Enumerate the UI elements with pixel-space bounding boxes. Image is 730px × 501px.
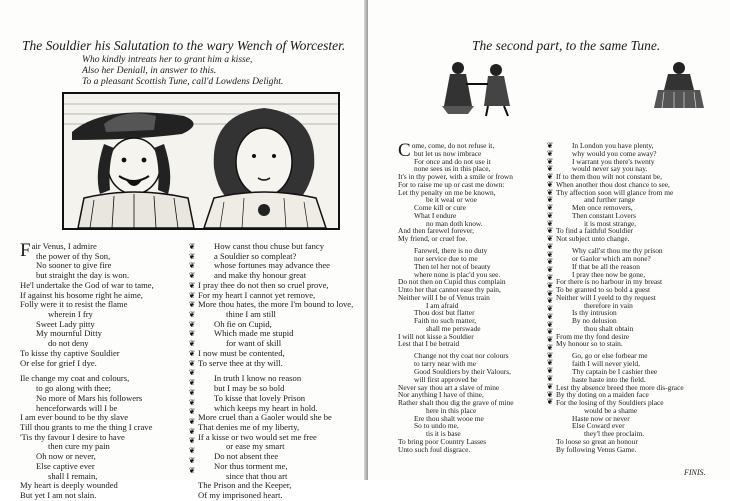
verse-line: Sweet Lady pitty bbox=[36, 318, 95, 329]
verse-line: will first approved be bbox=[414, 374, 478, 384]
verse-line: More cruel than a Gaoler would she be bbox=[198, 412, 332, 423]
verse-line: to tarry near with me bbox=[414, 359, 476, 369]
verse-line: Till thou grants to me the thing I crave bbox=[20, 421, 153, 432]
verse-line: shall I remain, bbox=[48, 470, 98, 481]
dropcap-letter: C bbox=[398, 140, 411, 161]
woodcut-souldier-and-lady bbox=[62, 92, 340, 230]
verse-line: whose fortunes may advance thee bbox=[214, 260, 330, 271]
subtitle-line-1: Who kindly intreats her to grant him a kisse, bbox=[82, 54, 253, 65]
verse-line: Farewel, there is no duty bbox=[414, 246, 488, 256]
verse-line: why would you come away? bbox=[572, 148, 657, 158]
verse-line: The Prison and the Keeper, bbox=[198, 480, 292, 491]
verse-line: tis it is base bbox=[426, 429, 461, 439]
verse-line: For to raise me up or cast me down: bbox=[398, 179, 505, 189]
verse-line: haste haste into the field. bbox=[572, 374, 646, 384]
verse-line: air Venus, I admire bbox=[31, 241, 97, 251]
verse-line: Ile change my coat and colours, bbox=[20, 373, 130, 384]
right-column-2 bbox=[556, 142, 684, 453]
verse-line: How canst thou chuse but fancy bbox=[214, 241, 325, 251]
subtitle-line-3: To a pleasant Scottish Tune, call'd Lowdens Delight. bbox=[82, 76, 284, 87]
verse-line: Nor thus torment me, bbox=[214, 460, 288, 471]
verse-line: What I endure bbox=[414, 210, 457, 220]
verse-line: For my heart I cannot yet remove, bbox=[198, 289, 316, 300]
verse-line: Do not absent thee bbox=[214, 451, 279, 462]
verse-line: the power of thy Son, bbox=[36, 250, 111, 261]
verse-line: Of my imprisoned heart. bbox=[198, 489, 283, 500]
verse-line: be it weal or woe bbox=[426, 195, 477, 205]
finis-mark: FINIS. bbox=[684, 468, 706, 478]
verse-line: Then tel her not of beauty bbox=[414, 261, 491, 271]
verse-line: Come kill or cure bbox=[414, 203, 466, 213]
verse-line: Neither will I yeeld to thy request bbox=[556, 292, 656, 302]
verse-line: here in this place bbox=[426, 405, 477, 415]
subtitle-line-2: Also her Deniall, in answer to this. bbox=[82, 65, 217, 76]
verse-line: but let us now imbrace bbox=[414, 148, 482, 158]
verse-line: Why call'st thou me thy prison bbox=[572, 246, 663, 256]
verse-line: Thy affection soon will glance from me bbox=[556, 187, 674, 197]
verse-line: would never say you nay. bbox=[572, 164, 648, 174]
verse-line: Men once removers, bbox=[572, 203, 633, 213]
verse-line: Is thy intrusion bbox=[572, 308, 617, 318]
verse-line: Never say thou art a slave of mine bbox=[398, 382, 500, 392]
verse-line: I will not kisse a Souldier bbox=[398, 331, 474, 341]
verse-line: To bring poor Country Lasses bbox=[398, 436, 487, 446]
verse-line: Thou dost but flatter bbox=[414, 308, 475, 318]
verse-line: I am afraid bbox=[426, 300, 459, 310]
verse-line: Haste now or never bbox=[572, 413, 630, 423]
verse-line: Not subject unto change. bbox=[556, 234, 630, 244]
verse-line: To be granted to so bold a guest bbox=[556, 285, 651, 295]
verse-line: Folly were it to resist the flame bbox=[20, 299, 128, 310]
verse-line: So to undo me, bbox=[414, 421, 459, 431]
verse-line: Else Coward ever bbox=[572, 421, 625, 431]
verse-line: I pray thee now be gone, bbox=[572, 269, 646, 279]
verse-line: Nor anything I have of thine, bbox=[398, 390, 484, 400]
verse-line: Ere thou shalt wooe me bbox=[414, 413, 484, 423]
verse-line: If that be all the reason bbox=[572, 261, 640, 271]
verse-line: a Souldier so compleat? bbox=[214, 250, 297, 261]
verse-line: and further range bbox=[584, 195, 635, 205]
verse-line: Go, go or else forbear me bbox=[572, 351, 648, 361]
verse-line: they'l thee proclaim. bbox=[584, 429, 645, 439]
verse-line: do not deny bbox=[48, 338, 89, 349]
verse-line: Then constant Lovers bbox=[572, 210, 637, 220]
verse-line: no man doth know. bbox=[426, 218, 483, 228]
verse-line: To kisse that lovely Prison bbox=[214, 392, 306, 403]
verse-line: For once and do not use it bbox=[414, 156, 491, 166]
verse-line: since that thou art bbox=[226, 470, 288, 481]
verse-line: faith I will never yield, bbox=[572, 359, 640, 369]
verse-line: Let thy penalty on me be known, bbox=[398, 187, 496, 197]
verse-line: but straight the day is won. bbox=[36, 270, 130, 281]
dropcap-letter: F bbox=[20, 240, 31, 261]
verse-line: Or else for grief I dye. bbox=[20, 357, 97, 368]
verse-line: Which made me stupid bbox=[214, 328, 294, 339]
verse-line: To loose so great an honour bbox=[556, 436, 638, 446]
verse-line: In truth I know no reason bbox=[214, 373, 302, 384]
verse-line: Lest thy absence breed thee more dis-grace bbox=[556, 382, 684, 392]
verse-line: From me thy fond desire bbox=[556, 331, 630, 341]
verse-line: shall me perswade bbox=[426, 323, 481, 333]
verse-line: none sees us in this place, bbox=[414, 164, 491, 174]
verse-line: Oh now or never, bbox=[36, 451, 96, 462]
ballad-title: The Souldier his Salutation to the wary Wench of Worcester. bbox=[22, 38, 346, 53]
verse-line: When another thou dost chance to see, bbox=[556, 179, 670, 189]
verse-line: To kisse thy captive Souldier bbox=[20, 347, 120, 358]
verse-line: But yet I am not slain. bbox=[20, 489, 97, 500]
left-column-1 bbox=[20, 242, 154, 501]
verse-line: I am ever bound to be thy slave bbox=[20, 412, 129, 423]
verse-line: In London you have plenty, bbox=[572, 141, 654, 150]
verse-line: Change not thy coat nor colours bbox=[414, 351, 509, 361]
woodcut-lady-figure bbox=[650, 60, 708, 110]
verse-line: My mournful Ditty bbox=[36, 328, 102, 339]
ornament-divider: ❦ ❦ ❦ ❦ ❦ ❦ ❦ ❦ ❦ ❦ ❦ ❦ ❦ ❦ ❦ ❦ ❦ ❦ ❦ ❦ ❦ ❦ ❦ ❦ bbox=[188, 242, 196, 475]
verse-line: henceforwards will I be bbox=[36, 402, 118, 413]
verse-line: I pray thee do not then so cruel prove, bbox=[198, 279, 329, 290]
verse-line: Faith no such matter, bbox=[414, 316, 477, 326]
verse-line: By thy doting on a maiden face bbox=[556, 390, 649, 400]
verse-line: which keeps my heart in hold. bbox=[214, 402, 318, 413]
right-column-1 bbox=[398, 142, 514, 453]
verse-line: to go along with thee; bbox=[36, 383, 111, 394]
verse-line: If against his bosome right he aime, bbox=[20, 289, 143, 300]
verse-line: but I may be so bold bbox=[214, 383, 285, 394]
verse-line: Thy captain be I cashier thee bbox=[572, 366, 658, 376]
verse-line: Unto such foul disgrace. bbox=[398, 444, 471, 454]
verse-line: If to them thou wilt not constant be, bbox=[556, 172, 662, 182]
verse-line: nor service due to me bbox=[414, 253, 478, 263]
second-part-title: The second part, to the same Tune. bbox=[472, 38, 661, 53]
verse-line: No more of Mars his followers bbox=[36, 392, 143, 403]
verse-line: thou shalt obtain bbox=[584, 323, 634, 333]
verse-line: My honour so to stain. bbox=[556, 339, 623, 349]
verse-line: 'Tis thy favour I desire to have bbox=[20, 431, 125, 442]
verse-line: If a kisse or two would set me free bbox=[198, 431, 317, 442]
verse-line: Good Souldiers by their Valours, bbox=[414, 366, 511, 376]
verse-line: To serve thee at thy will. bbox=[198, 357, 283, 368]
right-page bbox=[368, 0, 730, 480]
verse-line: He'l undertake the God of war to tame, bbox=[20, 279, 154, 290]
verse-line: It's in thy power, with a smile or frown bbox=[398, 172, 513, 182]
verse-line: My friend, or cruel foe. bbox=[398, 234, 468, 244]
verse-line: Else captive ever bbox=[36, 460, 95, 471]
verse-line: Unto her that cannot ease thy pain, bbox=[398, 285, 501, 295]
verse-line: For the losing of thy Souldiers place bbox=[556, 398, 664, 408]
ornament-divider: ❦ ❦ ❦ ❦ ❦ ❦ ❦ ❦ ❦ ❦ ❦ ❦ ❦ ❦ ❦ ❦ ❦ ❦ ❦ ❦ ❦ ❦ ❦ ❦ ❦ ❦ ❦ ❦ ❦ ❦ ❦ ❦ ❦ ❦ bbox=[546, 141, 554, 407]
verse-line: thine I am still bbox=[226, 309, 276, 320]
verse-line: I now must be contented, bbox=[198, 347, 285, 358]
verse-line: and make thy honour great bbox=[214, 270, 307, 281]
verse-line: ome, come, do not refuse it, bbox=[411, 141, 495, 150]
verse-line: it is most strange, bbox=[584, 218, 637, 228]
verse-line: for want of skill bbox=[226, 338, 282, 349]
verse-line: By no delusion bbox=[572, 316, 617, 326]
verse-line: To find a faithful Souldier bbox=[556, 226, 634, 236]
verse-line: Lest that I be betraid bbox=[398, 339, 460, 349]
verse-line: therefore in vain bbox=[584, 300, 633, 310]
verse-line: By following Venus Game. bbox=[556, 444, 637, 454]
verse-line: Oh fie on Cupid, bbox=[214, 318, 272, 329]
verse-line: For there is no harbour in my breast bbox=[556, 277, 663, 287]
verse-line: Rather shalt thou dig the grave of mine bbox=[398, 398, 514, 408]
verse-line: would be a shame bbox=[584, 405, 638, 415]
verse-line: That denies me of my liberty, bbox=[198, 421, 300, 432]
verse-line: My heart is deeply wounded bbox=[20, 480, 118, 491]
verse-line: No sooner to give fire bbox=[36, 260, 112, 271]
woodcut-image bbox=[64, 94, 338, 228]
left-column-2 bbox=[198, 242, 353, 501]
verse-line: Do not then on Cupid thus complain bbox=[398, 277, 506, 287]
verse-line: And then farewel forever, bbox=[398, 226, 475, 236]
verse-line: or ease my smart bbox=[226, 441, 285, 452]
verse-line: More thou hates, the more I'm bound to love, bbox=[198, 299, 354, 310]
verse-line: wherein I fry bbox=[48, 309, 93, 320]
woodcut-dancing-couple bbox=[428, 58, 526, 116]
verse-line: I warrant you there's twenty bbox=[572, 156, 655, 166]
verse-line: or Gaolor which am none? bbox=[572, 253, 651, 263]
verse-line: where none is plac'd you see. bbox=[414, 269, 501, 279]
verse-line: then cure my pain bbox=[48, 441, 110, 452]
verse-line: Neither will I be of Venus train bbox=[398, 292, 490, 302]
